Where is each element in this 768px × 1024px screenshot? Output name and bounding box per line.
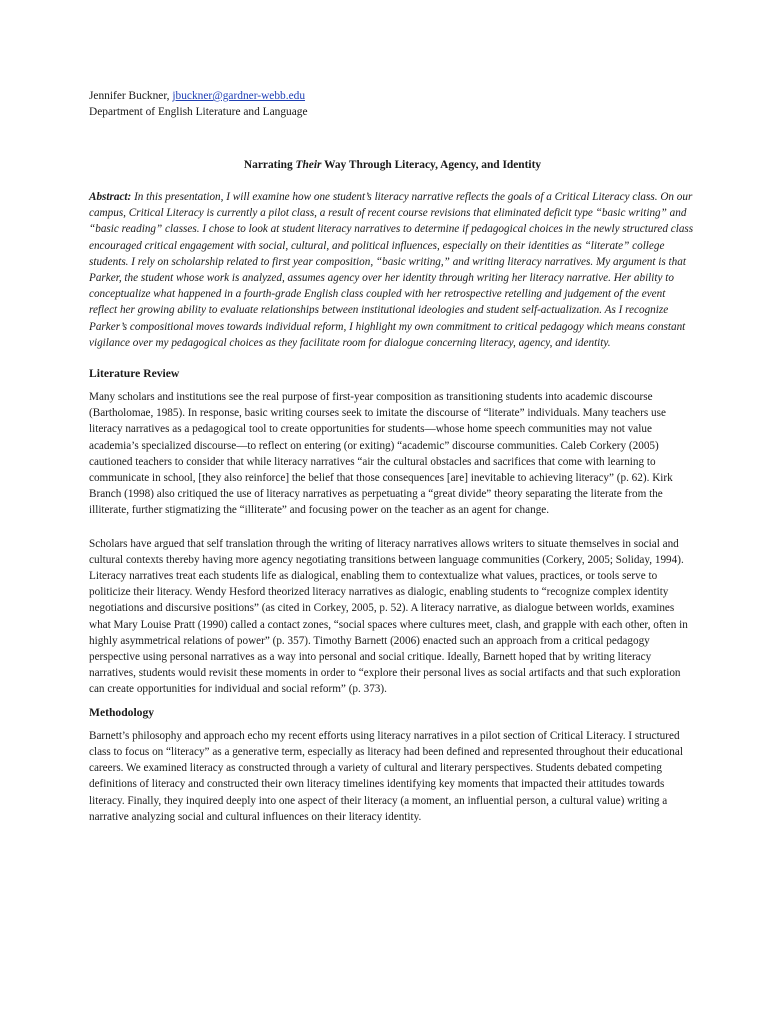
title-part-2: Way Through Literacy, Agency, and Identity bbox=[321, 159, 542, 171]
methodology-paragraph: Barnett’s philosophy and approach echo my recent efforts using literacy narratives in a pilot section of Critical Literacy. I structured class to focus on “literacy” as a generative term, especially as literacy had been defined and represented throughout their educational careers. We examined literacy as constructed through a variety of cultural and literary perspectives. Students debated competing definitions of literacy and constructed their own literacy timelines identifying key moments that impacted their attitudes towards literacy. Finally, they inquired deeply into one aspect of their literacy (a moment, an influential person, a cultural value) writing a narrative analyzing social and cultural influences on their literacy identity. bbox=[89, 729, 683, 823]
abstract-text: In this presentation, I will examine how one student’s literacy narrative reflects the goals of a Critical Literacy class. On our campus, Critical Literacy is currently a pilot class, a result of recent course revisions that eliminated deficit type “basic writing” and “basic reading” classes. I chose to look at student literacy narratives to determine if pedagogical choices in the newly structured class encouraged critical engagement with social, cultural, and political influences, especially on their identities as “literate” college students. I rely on scholarship related to first year composition, “basic writing,” and writing literacy narratives. My argument is that Parker, the student whose work is analyzed, assumes agency over her identity through writing her literacy narrative. Her ability to conceptualize what happened in a fourth-grade English class coupled with her retrospective retelling and judgement of the event reflect her growing ability to evaluate relationships between institutional ideologies and student self-actualization. As I recognize Parker’s compositional moves towards individual reform, I highlight my own commitment to critical pedagogy which means constant vigilance over my pedagogical choices as they facilitate room for dialogue concerning literacy, agency, and identity. bbox=[89, 191, 694, 349]
author-line bbox=[89, 88, 696, 104]
literature-review-paragraph-2: Scholars have argued that self translation through the writing of literacy narratives allows writers to situate themselves in social and cultural contexts thereby having more agency negotiating transitions between language communities (Corkery, 2005; Soliday, 1994). Literacy narratives treat each students life as dialogical, enabling them to contextualize what values, practices, or tools serve to politicize their literacy. Wendy Hesford theorized literacy narratives as dialogic, enabling students to “recognize complex identity negotiations and discursive positions” (as cited in Corkey, 2005, p. 52). A literacy narrative, as dialogue between worlds, examines what Mary Louise Pratt (1990) called a contact zones, “social spaces where cultures meet, clash, and grapple with each other, often in highly asymmetrical relations of power” (p. 357). Timothy Barnett (2006) enacted such an approach from a critical pedagogy perspective using personal narratives as a way into personal and social critique. Ideally, Barnett hoped that by writing literacy narratives, students would revisit these moments in order to “explore their personal lives as social artifacts and that such exploration can create opportunities for individual and social reform” (p. 373). bbox=[89, 537, 688, 696]
methodology-heading: Methodology bbox=[89, 705, 155, 719]
abstract-label: Abstract: bbox=[89, 191, 132, 203]
literature-review-heading: Literature Review bbox=[89, 367, 180, 381]
department-line: Department of English Literature and Language bbox=[89, 106, 308, 118]
author-name: Jennifer Buckner, bbox=[89, 90, 173, 102]
author-email-link[interactable]: jbuckner@gardner-webb.edu bbox=[172, 90, 306, 102]
abstract bbox=[89, 189, 696, 351]
title-part-1: Narrating bbox=[243, 159, 296, 171]
paper-title bbox=[89, 157, 696, 173]
literature-review-paragraph-1: Many scholars and institutions see the real purpose of first-year composition as transitioning students into academic discourse (Bartholomae, 1985). In response, basic writing courses seek to imitate the discourse of “literate” individuals. Many teachers use literacy narratives as a pedagogical tool to create opportunities for students—whose home speech communities may not value academia’s specialized discourse—to reflect on entering (or exiting) “academic” discourse communities. Caleb Corkery (2005) cautioned teachers to consider that while literacy narratives “air the cultural obstacles and sacrifices that come with learning to communicate in school, [they also reinforce] the belief that those consequences [are] inevitable to achieving literacy” (p. 62). Kirk Branch (1998) also critiqued the use of literacy narratives as perpetuating a “great divide” theory separating the literate from the illiterate, further stigmatizing the “illiterate” and focusing power on the teacher as an agent for change. bbox=[89, 391, 673, 517]
title-emphasis: Their bbox=[295, 159, 322, 171]
